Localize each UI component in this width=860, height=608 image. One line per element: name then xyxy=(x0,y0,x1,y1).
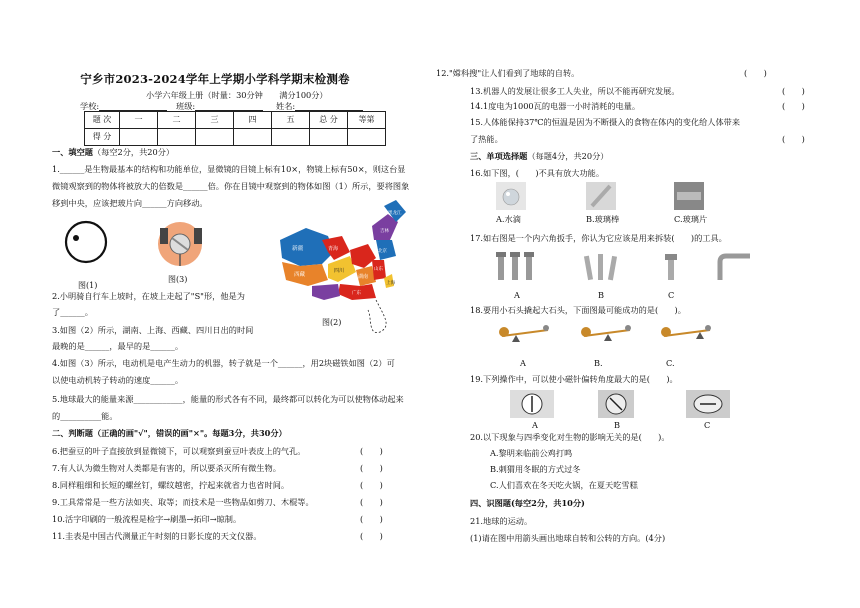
map-label: 上海 xyxy=(386,281,395,286)
map-label: 湖南 xyxy=(358,274,369,280)
map-label: 新疆 xyxy=(292,246,304,252)
q19-option[interactable]: A xyxy=(532,420,538,430)
answer-paren[interactable]: ( ) xyxy=(360,463,383,473)
q18-option[interactable]: A xyxy=(520,358,526,368)
lever-image-b xyxy=(580,322,634,344)
judge-item: 7.有人认为微生物对人类都是有害的，所以要杀灭所有微生物。 xyxy=(52,463,281,473)
table-cell: 三 xyxy=(196,112,234,129)
q17-option[interactable]: A xyxy=(514,290,520,300)
school-label: 学校: xyxy=(80,101,100,111)
q16-text: 16.如下图，( )不具有放大功能。 xyxy=(470,168,605,178)
exam-subtitle: 小学六年级上册（时量：30分钟 满分100分） xyxy=(146,90,328,100)
score-input-cell[interactable] xyxy=(348,129,386,146)
q19-option[interactable]: C xyxy=(704,420,711,430)
q20-text: 20.以下现象与四季变化对生物的影响无关的是( )。 xyxy=(470,432,670,442)
q16-option[interactable]: C.玻璃片 xyxy=(674,214,708,224)
map-label: 吉林 xyxy=(380,229,389,234)
q18-option[interactable]: C. xyxy=(666,358,675,368)
judge-item: 11.圭表是中国古代测量正午时刻的日影长度的天文仪器。 xyxy=(52,531,262,541)
score-input-cell[interactable] xyxy=(196,129,234,146)
compass-image-a xyxy=(510,390,554,418)
answer-paren[interactable]: ( ) xyxy=(360,480,383,490)
lever-image-c xyxy=(660,322,714,344)
name-label: 姓名: xyxy=(276,101,296,111)
q1-text: 移到中央，应该把玻片向______方向移动。 xyxy=(52,198,208,208)
q4-text: 4.如图（3）所示，电动机是电产生动力的机器，转子就是一个______，用2块磁铁如图（2）可 xyxy=(52,358,395,368)
q16-option[interactable]: A.水滴 xyxy=(496,214,521,224)
q1-text: 微镜观察到的物体将被放大的倍数是______倍。你在目镜中观察到的物体如图（1）所示，要将图象 xyxy=(52,181,410,191)
microscope-view-figure xyxy=(64,218,112,270)
screws-image-a xyxy=(494,252,538,282)
answer-paren[interactable]: ( ) xyxy=(782,86,805,96)
hex-wrench-image xyxy=(716,252,752,282)
q20-option[interactable]: C.人们喜欢在冬天吃火锅，在夏天吃雪糕 xyxy=(490,480,638,490)
lever-image-a xyxy=(498,322,552,344)
q21-subquestion: (1)请在图中用箭头画出地球自转和公转的方向。(4分) xyxy=(470,533,666,543)
answer-paren[interactable]: ( ) xyxy=(782,134,805,144)
fig2-label: 图(2) xyxy=(322,318,342,327)
school-field[interactable] xyxy=(80,101,167,111)
q20-option[interactable]: A.黎明来临前公鸡打鸣 xyxy=(490,448,573,458)
q18-text: 18.要用小石头撬起大石头，下面图最可能成功的是( )。 xyxy=(470,305,686,315)
table-cell: 二 xyxy=(158,112,196,129)
q19-option[interactable]: B xyxy=(614,420,621,430)
fig1-label: 图(1) xyxy=(78,281,98,290)
q14-text: 14.1度电为1000瓦的电器一小时消耗的电量。 xyxy=(470,101,641,111)
class-label: 班级: xyxy=(176,101,196,111)
glass-slide-image xyxy=(674,182,704,210)
table-cell: 五 xyxy=(272,112,310,129)
q2-text: 2.小明骑自行车上坡时，在坡上走起了"S"形，他是为 xyxy=(52,291,245,301)
page-title: 宁乡市2023-2024学年上学期小学科学期末检测卷 xyxy=(80,72,350,86)
judge-item: 10.活字印刷的一般流程是检字→刷墨→拓印→晾制。 xyxy=(52,514,242,524)
compass-image-c xyxy=(686,390,730,418)
map-label: 山东 xyxy=(374,267,383,272)
map-label: 西藏 xyxy=(294,272,306,278)
q3-text: 最晚的是______，最早的是______。 xyxy=(52,341,184,351)
answer-paren[interactable]: ( ) xyxy=(782,101,805,111)
map-label: 广东 xyxy=(352,291,361,296)
section2-heading: 二、判断题（正确的画"√"，错误的画"×"。每题3分，共30分） xyxy=(52,428,287,438)
judge-item: 9.工具常常是一些方法如夹、取等；而技术是一些物品如剪刀、木棍等。 xyxy=(52,497,314,507)
q4-text: 以使电动机转子转动的速度______。 xyxy=(52,375,184,385)
q17-option[interactable]: C xyxy=(668,290,675,300)
score-input-cell[interactable] xyxy=(120,129,158,146)
q17-option[interactable]: B xyxy=(598,290,605,300)
judge-item: 6.把蚕豆的叶子直接放到显微镜下，可以观察到蚕豆叶表皮上的气孔。 xyxy=(52,446,306,456)
q13-text: 13.机器人的发展让很多工人失业，所以不能再研究发展。 xyxy=(470,86,680,96)
q15-text: 15.人体能保持37℃的恒温是因为不断摄入的食物在体内的变化给人体带来 xyxy=(470,117,741,127)
score-input-cell[interactable] xyxy=(310,129,348,146)
score-table-score-row xyxy=(85,129,386,146)
section3-heading: 三、单项选择题（每题4分，共20分） xyxy=(470,151,609,161)
table-cell: 一 xyxy=(120,112,158,129)
q15-text: 了热能。 xyxy=(470,134,503,144)
q3-text: 3.如图（2）所示，湖南、上海、西藏、四川日出的时间 xyxy=(52,325,254,335)
score-input-cell[interactable] xyxy=(234,129,272,146)
judge-item: 8.同样粗细和长短的螺丝钉，螺纹越密，拧起来就省力也省时间。 xyxy=(52,480,290,490)
q20-option[interactable]: B.刺猬用冬眠的方式过冬 xyxy=(490,464,581,474)
table-cell: 题 次 xyxy=(85,112,120,129)
q21-text: 21.地球的运动。 xyxy=(470,516,533,526)
table-cell: 总 分 xyxy=(310,112,348,129)
q16-option[interactable]: B.玻璃棒 xyxy=(586,214,620,224)
table-cell: 等第 xyxy=(348,112,386,129)
answer-paren[interactable]: ( ) xyxy=(360,514,383,524)
q1-text: 1.______是生物最基本的结构和功能单位，显微镜的目镜上标有10×，物镜上标有50×，则这台显 xyxy=(52,164,406,174)
section1-heading: 一、填空题（每空2分，共20分） xyxy=(52,147,175,157)
score-input-cell[interactable] xyxy=(272,129,310,146)
answer-paren[interactable]: ( ) xyxy=(744,68,767,78)
q19-text: 19.下列操作中，可以使小磁针偏转角度最大的是( )。 xyxy=(470,374,678,384)
score-table xyxy=(84,111,386,146)
score-table-header-row xyxy=(85,112,386,129)
bolt-image-c xyxy=(662,252,682,282)
water-drop-image xyxy=(496,182,526,210)
fig3-label: 图(3) xyxy=(168,275,188,284)
map-label: 北京 xyxy=(378,249,387,254)
map-label: 四川 xyxy=(334,268,345,274)
answer-paren[interactable]: ( ) xyxy=(360,497,383,507)
compass-image-b xyxy=(598,390,634,418)
q2-text: 了______。 xyxy=(52,307,93,317)
section4-heading: 四、识图题(每空2分，共10分) xyxy=(470,498,585,508)
name-field[interactable] xyxy=(276,101,363,111)
china-map-figure xyxy=(272,200,422,340)
motor-rotor-figure xyxy=(156,220,208,270)
q17-text: 17.如右图是一个内六角扳手，你认为它应该是用来拆装( )的工具。 xyxy=(470,233,727,243)
q5-text: 5.地球最大的能量来源____________，能量的形式各有不同，最终都可以转化为可以使物体动起来 xyxy=(52,394,404,404)
answer-paren[interactable]: ( ) xyxy=(360,446,383,456)
table-cell: 得 分 xyxy=(85,129,120,146)
score-input-cell[interactable] xyxy=(158,129,196,146)
screws-image-b xyxy=(580,252,624,282)
q18-option[interactable]: B. xyxy=(594,358,603,368)
class-field[interactable] xyxy=(176,101,263,111)
q12-text: 12."嫦科搜"让人们看到了地球的自转。 xyxy=(436,68,580,78)
table-cell: 四 xyxy=(234,112,272,129)
map-label: 青海 xyxy=(328,246,339,252)
glass-rod-image xyxy=(586,182,616,210)
answer-paren[interactable]: ( ) xyxy=(360,531,383,541)
q5-text: 的__________能。 xyxy=(52,411,118,421)
map-label: 黑龙江 xyxy=(388,211,402,216)
